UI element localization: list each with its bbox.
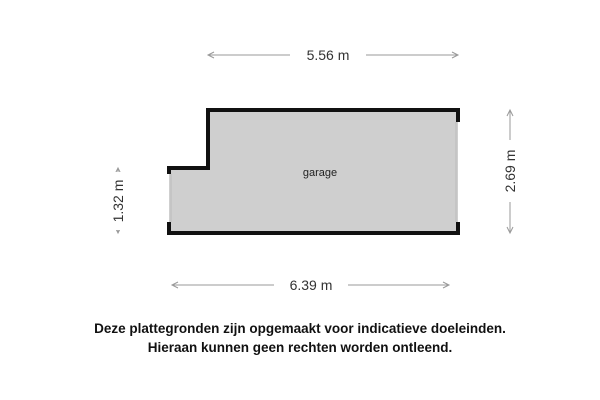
dimension-top bbox=[208, 45, 458, 65]
dimension-top-label: 5.56 m bbox=[306, 47, 350, 63]
room-label: garage bbox=[302, 167, 338, 179]
dimension-left bbox=[108, 168, 128, 233]
disclaimer-line-1: Deze plattegronden zijn opgemaakt voor indicatieve doeleinden. bbox=[94, 321, 506, 336]
dimension-bottom-label: 6.39 m bbox=[289, 277, 333, 293]
dimension-right bbox=[500, 110, 520, 233]
garage-room bbox=[169, 110, 458, 233]
disclaimer-line-2: Hieraan kunnen geen rechten worden ontleend. bbox=[147, 340, 453, 355]
dimension-left-label: 1.32 m bbox=[110, 179, 126, 223]
dimension-right-label: 2.69 m bbox=[502, 149, 518, 193]
dimension-bottom bbox=[172, 275, 449, 295]
